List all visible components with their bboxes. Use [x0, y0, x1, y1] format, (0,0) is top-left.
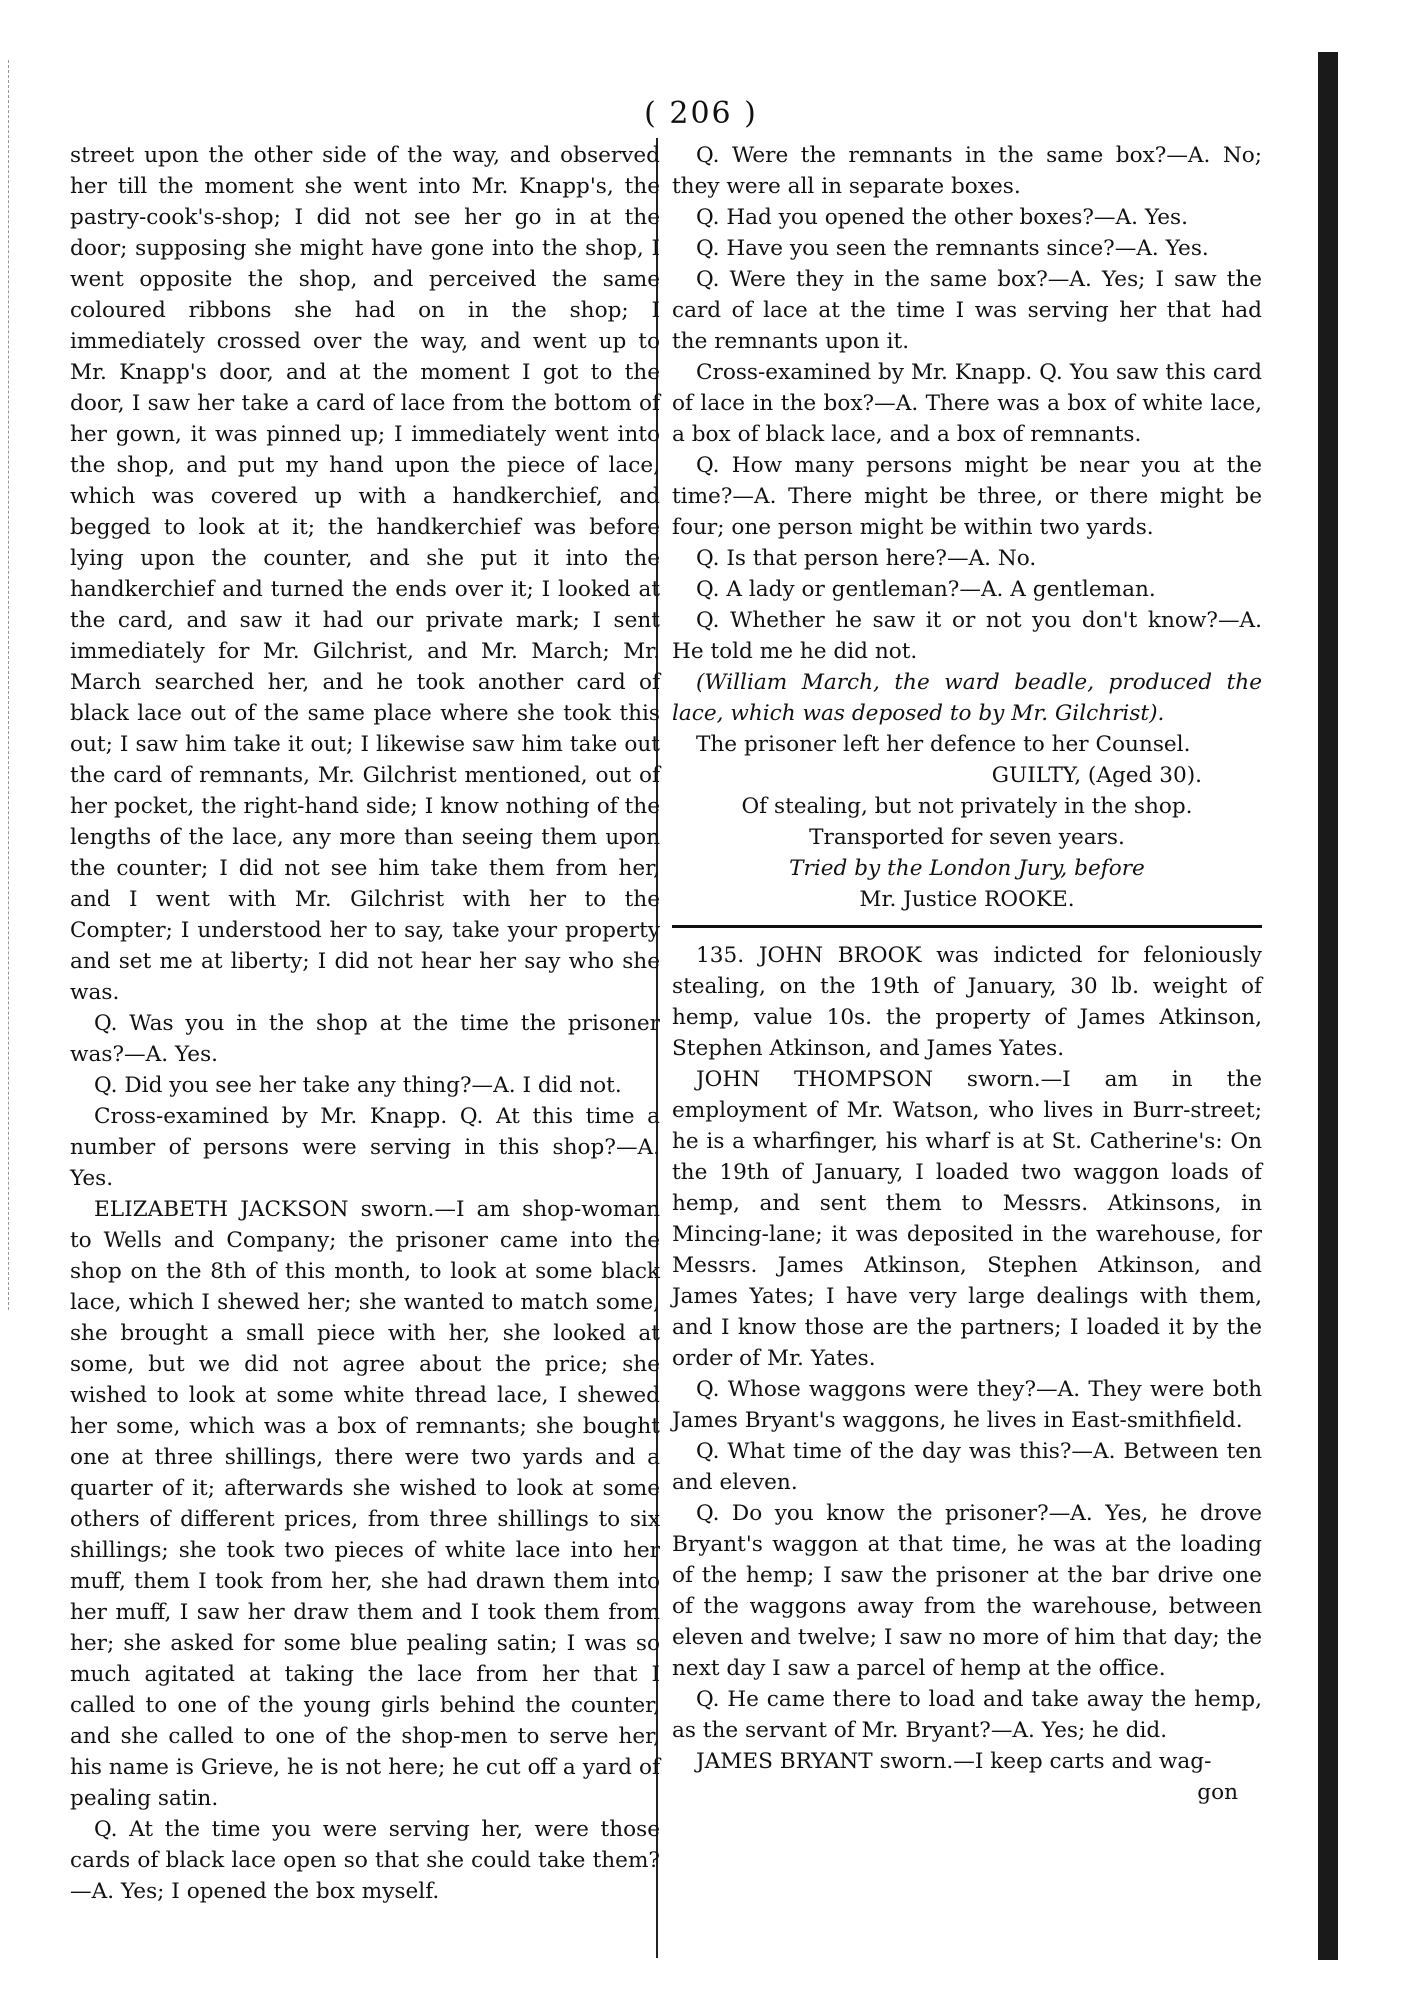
page-number: ( 206 )	[644, 96, 758, 131]
margin-scan-marks	[8, 60, 39, 1310]
judge-line: Mr. Justice ROOKE.	[859, 887, 1075, 912]
page-edge-bar	[1318, 52, 1338, 1960]
paragraph: Q. Were the remnants in the same box?—A. No; they were all in separate boxes.	[672, 143, 1262, 199]
sentence-line: Of stealing, but not privately in the shop.	[741, 794, 1193, 819]
paragraph: street upon the other side of the way, and observed her till the moment she went into Mr. Knapp's, the pastry-cook's-shop; I did not see her go in at the door; supposing she might have gone into the shop, I went opposite the shop, and perceived the same coloured ribbons she had on in the shop; I immediately crossed over the way, and went up to Mr. Knapp's door, and at the moment I got to the door, I saw her take a card of lace from the bottom of her gown, it was pinned up; I immediately went into the shop, and put my hand upon the piece of lace, which was covered up with a handkerchief, and begged to look at it; the handkerchief was before lying upon the counter, and she put it into the handkerchief and turned the ends over it; I looked at the card, and saw it had our private mark; I sent immediately for Mr. Gilchrist, and Mr. March; Mr. March searched her, and he took another card of black lace out of the same place where she took this out; I saw him take it out; I likewise saw him take out the card of remnants, Mr. Gilchrist mentioned, out of her pocket, the right-hand side; I know nothing of the lengths of the lace, any more than seeing them upon the counter; I did not see him take them from her, and I went with Mr. Gilchrist with her to the Compter; I understood her to say, take your property and set me at liberty; I did not hear her say who she was.	[70, 143, 660, 1005]
paragraph: Q. What time of the day was this?—A. Between ten and eleven.	[672, 1439, 1262, 1495]
paragraph: ELIZABETH JACKSON sworn.—I am shop-woman to Wells and Company; the prisoner came into the shop on the 8th of this month, to look at some black lace, which I shewed her; she wanted to match some, she brought a small piece with her, she looked at some, but we did not agree about the price; she wished to look at some white thread lace, I shewed her some, which was a box of remnants; she bought one at three shillings, there were two yards and a quarter of it; afterwards she wished to look at some others of different prices, from three shillings to six shillings; she took two pieces of white lace into her muff, them I took from her, she had drawn them into her muff, I saw her draw them and I took them from her; she asked for some blue pealing satin; I was so much agitated at taking the lace from her that I called to one of the young girls behind the counter, and she called to one of the shop-men to serve her, his name is Grieve, he is not here; he cut off a yard of pealing satin.	[70, 1197, 660, 1811]
paragraph: Q. Whether he saw it or not you don't know?—A. He told me he did not.	[672, 608, 1262, 664]
jury-line: Tried by the London Jury, before	[789, 856, 1145, 881]
paragraph: JOHN THOMPSON sworn.—I am in the employment of Mr. Watson, who lives in Burr-street; he is a wharfinger, his wharf is at St. Catherine's: On the 19th of January, I loaded two waggon loads of hemp, and sent them to Messrs. Atkinsons, in Mincing-lane; it was deposited in the warehouse, for Messrs. James Atkinson, Stephen Atkinson, and James Yates; I have very large dealings with them, and I know those are the partners; I loaded it by the order of Mr. Yates.	[672, 1067, 1262, 1371]
paragraph: The prisoner left her defence to her Counsel.	[696, 732, 1191, 757]
paragraph: Cross-examined by Mr. Knapp. Q. At this time a number of persons were serving in this shop?—A. Yes.	[70, 1104, 660, 1191]
paragraph: Q. How many persons might be near you at the time?—A. There might be three, or there might be four; one person might be within two yards.	[672, 453, 1262, 540]
left-column	[70, 140, 660, 1907]
italic-note: (William March, the ward beadle, produced the lace, which was deposed to by Mr. Gilchrist).	[672, 670, 1262, 726]
paragraph: Q. Did you see her take any thing?—A. I did not.	[94, 1073, 622, 1098]
paragraph: Q. Was you in the shop at the time the prisoner was?—A. Yes.	[70, 1011, 660, 1067]
paragraph: Q. Is that person here?—A. No.	[696, 546, 1037, 571]
paragraph: Q. Have you seen the remnants since?—A. Yes.	[696, 236, 1209, 261]
paragraph: Q. Had you opened the other boxes?—A. Yes.	[696, 205, 1188, 230]
paragraph: JAMES BRYANT sworn.—I keep carts and wag-	[696, 1749, 1212, 1774]
paragraph: Q. At the time you were serving her, were those cards of black lace open so that she could take them?—A. Yes; I opened the box myself.	[70, 1817, 660, 1904]
paragraph: Q. Whose waggons were they?—A. They were both James Bryant's waggons, he lives in East-smithfield.	[672, 1377, 1262, 1433]
catchword: gon	[1197, 1780, 1238, 1805]
paragraph: Q. A lady or gentleman?—A. A gentleman.	[696, 577, 1156, 602]
paragraph: Q. Were they in the same box?—A. Yes; I saw the card of lace at the time I was serving her that had the remnants upon it.	[672, 267, 1262, 354]
section-rule	[672, 925, 1262, 928]
paragraph: Cross-examined by Mr. Knapp. Q. You saw this card of lace in the box?—A. There was a box of white lace, a box of black lace, and a box of remnants.	[672, 360, 1262, 447]
paragraph: Q. He came there to load and take away the hemp, as the servant of Mr. Bryant?—A. Yes; he did.	[672, 1687, 1262, 1743]
right-column	[672, 140, 1262, 1808]
verdict: GUILTY, (Aged 30).	[991, 763, 1202, 788]
paragraph: Q. Do you know the prisoner?—A. Yes, he drove Bryant's waggon at that time, he was at the loading of the hemp; I saw the prisoner at the bar drive one of the waggons away from the warehouse, between eleven and twelve; I saw no more of him that day; the next day I saw a parcel of hemp at the office.	[672, 1501, 1262, 1681]
sentence-line: Transported for seven years.	[809, 825, 1125, 850]
paragraph: 135. JOHN BROOK was indicted for feloniously stealing, on the 19th of January, 30 lb. weight of hemp, value 10s. the property of James Atkinson, Stephen Atkinson, and James Yates.	[672, 943, 1262, 1061]
